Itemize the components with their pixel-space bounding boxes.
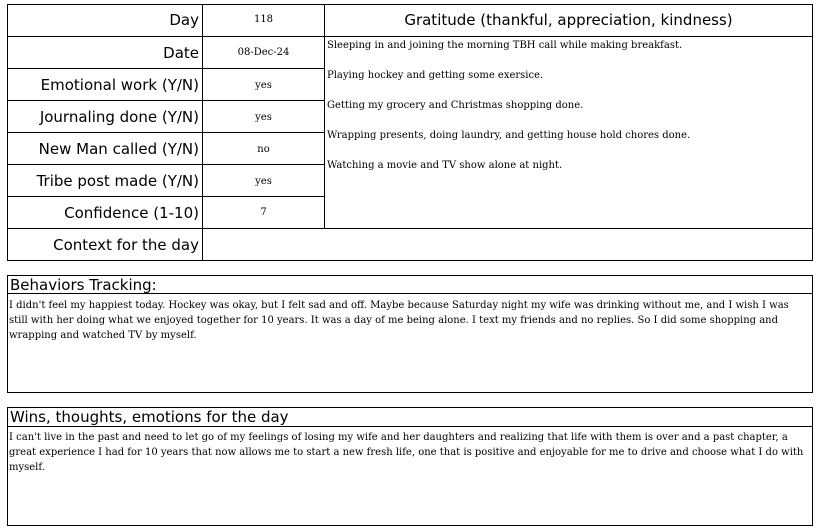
tracker-label-new-man-called: New Man called (Y/N) (38, 140, 199, 158)
gratitude-item: Watching a movie and TV show alone at night. (327, 160, 563, 171)
tracker-value-journaling: yes (255, 112, 272, 123)
grid-line (325, 36, 813, 37)
gratitude-item: Sleeping in and joining the morning TBH call while making breakfast. (327, 40, 683, 51)
tracker-value-date: 08-Dec-24 (237, 47, 290, 58)
context-value (203, 229, 812, 261)
gratitude-item: Wrapping presents, doing laundry, and getting house hold chores done. (327, 130, 691, 141)
grid-line (324, 4, 325, 229)
tracker-label-date: Date (163, 44, 199, 62)
gratitude-title: Gratitude (thankful, appreciation, kindness) (404, 11, 733, 29)
tracker-value-day: 118 (253, 14, 274, 25)
tracker-label-tribe-post: Tribe post made (Y/N) (36, 172, 199, 190)
section-divider (7, 426, 813, 427)
gratitude-item: Playing hockey and getting some exersice. (327, 70, 544, 81)
tracker-value-emotional-work: yes (255, 80, 272, 91)
tracker-label-emotional-work: Emotional work (Y/N) (40, 76, 199, 94)
grid-line (812, 4, 813, 261)
tracker-value-tribe-post: yes (255, 176, 272, 187)
tracker-value-new-man-called: no (257, 144, 270, 155)
tracker-label-journaling: Journaling done (Y/N) (39, 108, 199, 126)
behaviors-text: I didn't feel my happiest today. Hockey was okay, but I felt sad and off. Maybe because Saturday night my wife was drinking without me, and I wish I was still with her doing what we enjoyed together for 10 years. It was a day of me being alone. I text my friends and no replies. So I did some shopping and wrapping and watched TV by myself. (9, 300, 789, 341)
gratitude-item: Getting my grocery and Christmas shopping done. (327, 100, 584, 111)
tracker-label-day: Day (169, 11, 199, 29)
tracker-label-confidence: Confidence (1-10) (64, 204, 199, 222)
wins-text: I can't live in the past and need to let go of my feelings of losing my wife and her daughters and realizing that life with them is over and a past chapter, a great experience I had for 10 years that now allows me to start a new fresh life, one that is positive and enjoyable for me to drive and choose what I do with myself. (9, 432, 804, 473)
context-label: Context for the day (53, 236, 199, 254)
behaviors-title: Behaviors Tracking: (10, 276, 157, 294)
wins-title: Wins, thoughts, emotions for the day (10, 408, 289, 426)
tracker-value-confidence: 7 (260, 207, 267, 218)
